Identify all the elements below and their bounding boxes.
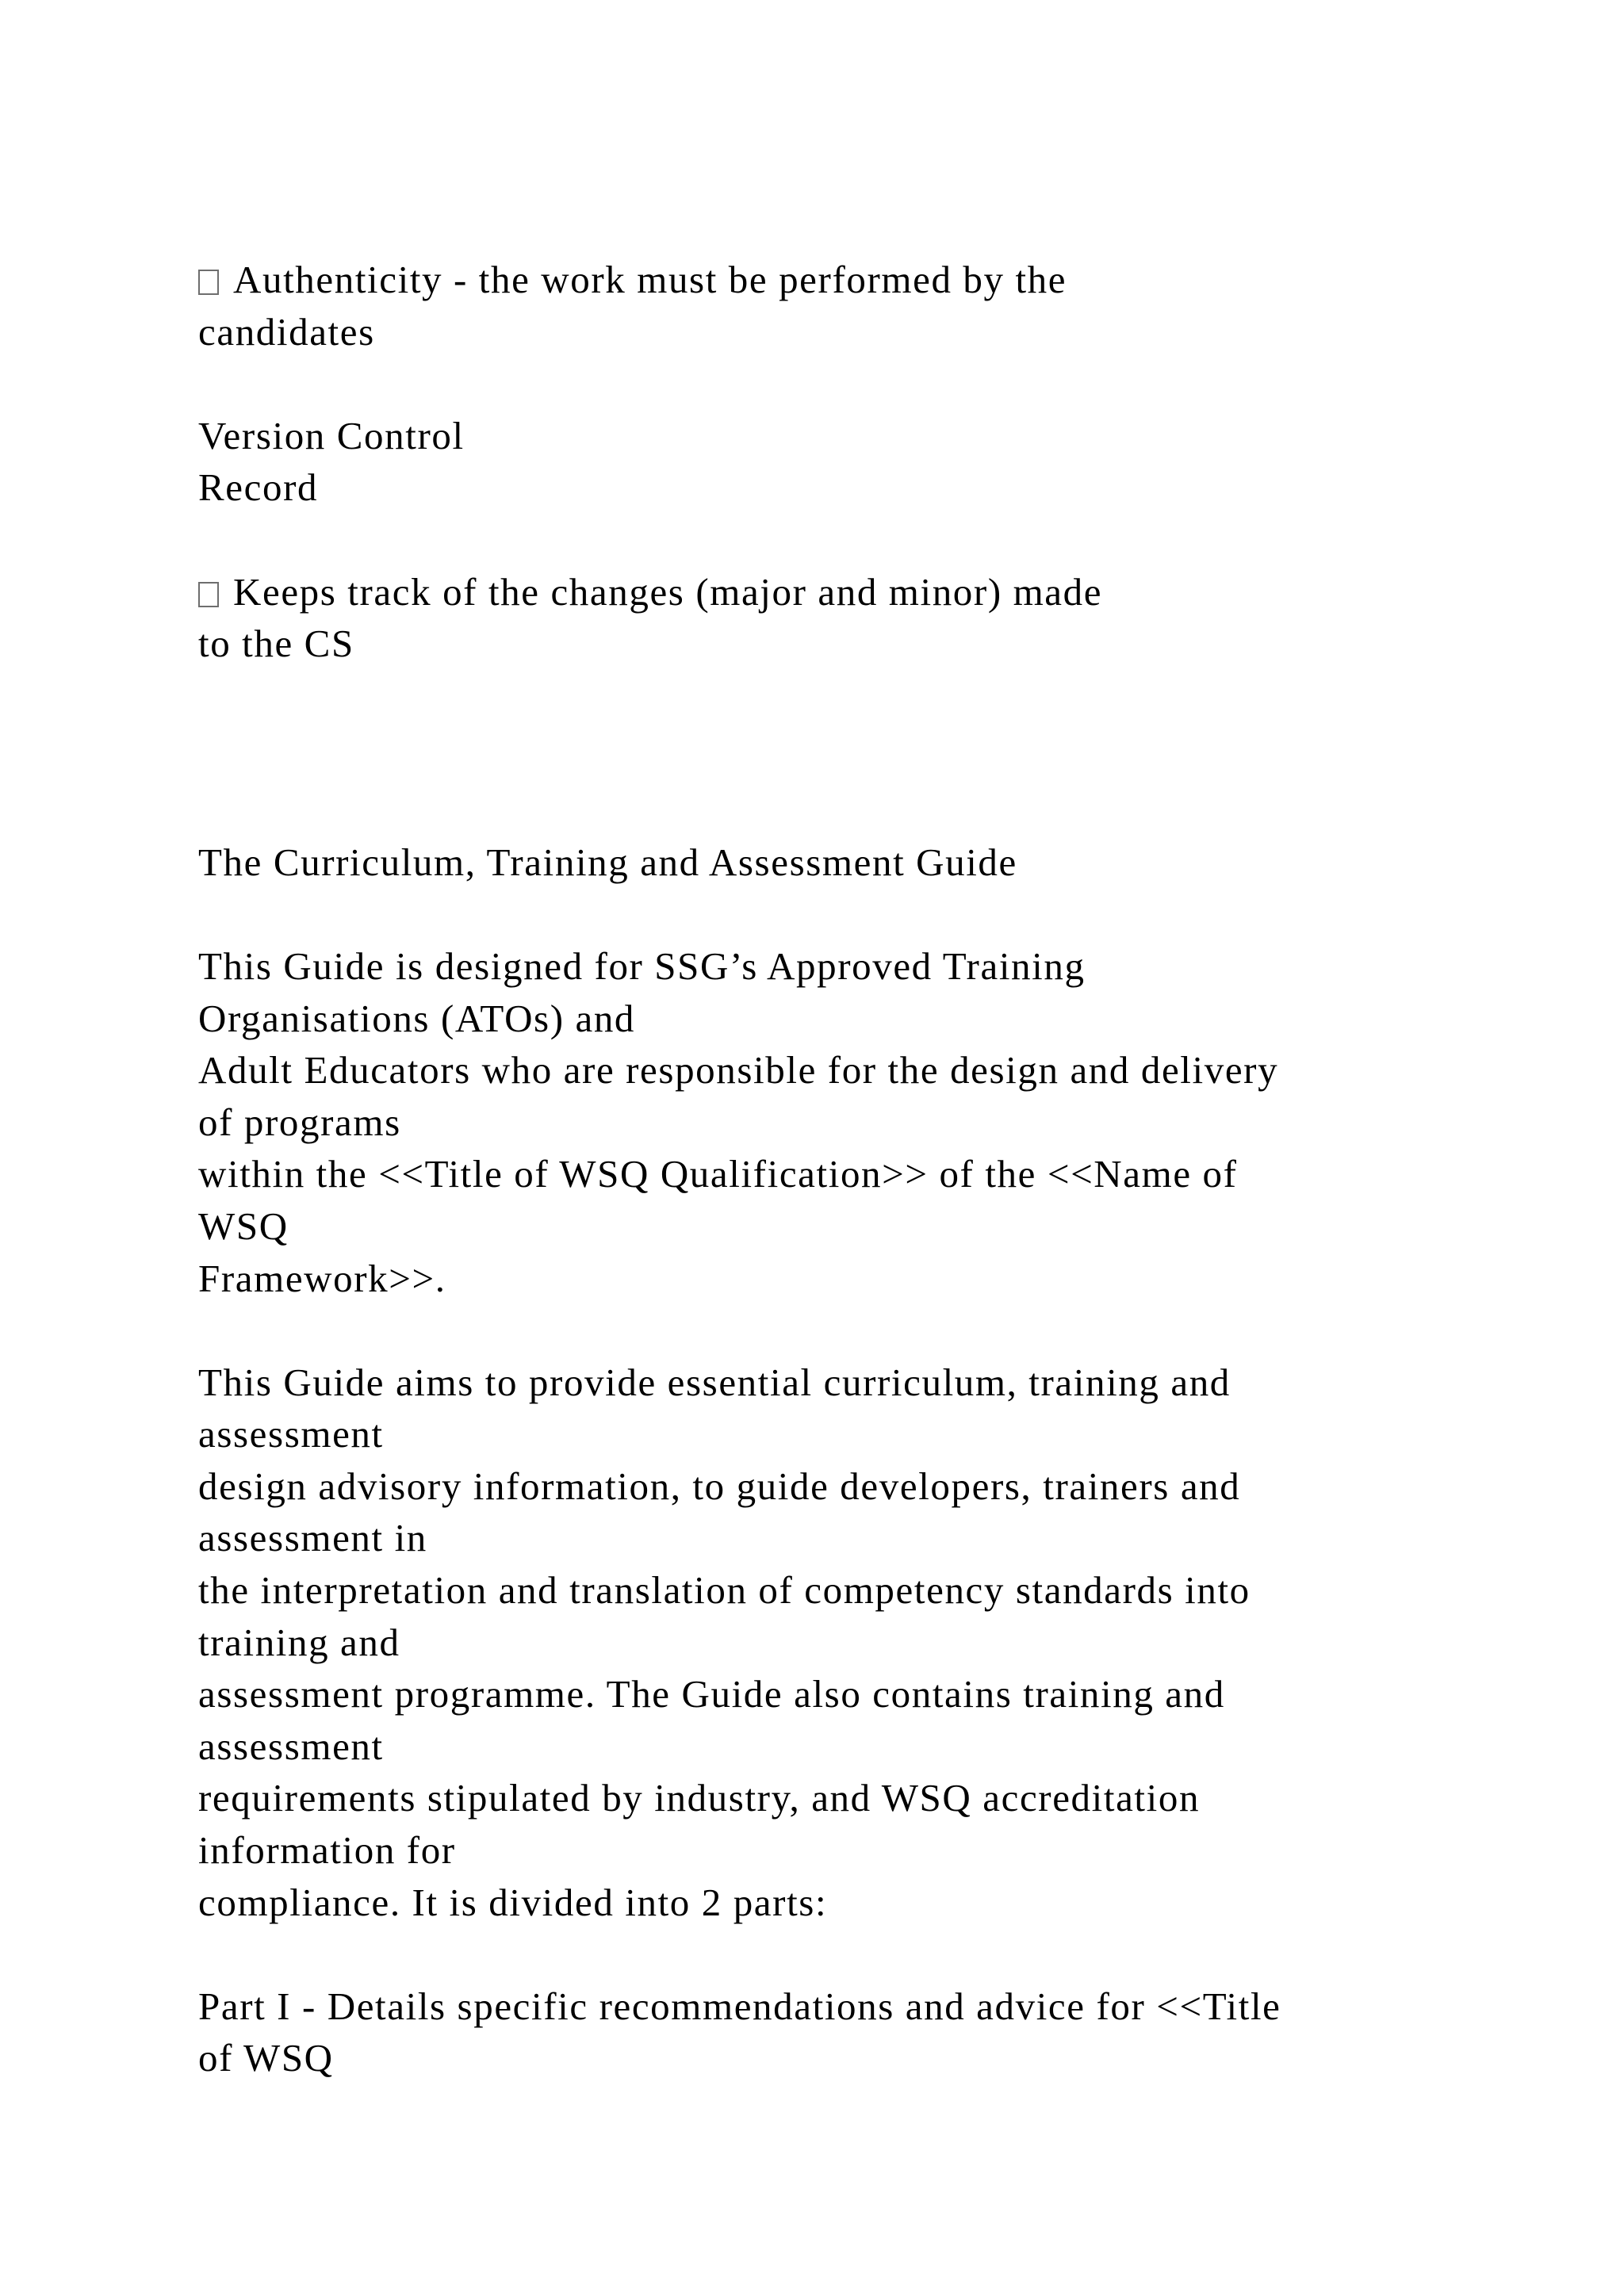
para-2-line-9: requirements stipulated by industry, and WSQ accreditation (198, 1776, 1201, 1820)
para-2-line-11: compliance. It is divided into 2 parts: (198, 1880, 828, 1924)
para-2-line-10: information for (198, 1828, 456, 1873)
para-1-line-1: This Guide is designed for SSG’s Approved Training (198, 943, 1086, 988)
bullet-box-icon (198, 270, 219, 295)
para-2-line-3: design advisory information, to guide developers, trainers and (198, 1464, 1241, 1508)
para-2-line-6: training and (198, 1620, 400, 1664)
version-control-heading-line-1: Version Control (198, 413, 465, 457)
para-1-line-6: WSQ (198, 1203, 289, 1248)
para-2-line-7: assessment programme. The Guide also contains training and (198, 1672, 1225, 1716)
para-1-line-3: Adult Educators who are responsible for the design and delivery (198, 1048, 1279, 1093)
bullet-changes-line-1: Keeps track of the changes (major and minor) made (198, 566, 1546, 618)
para-3-line-1: Part I - Details specific recommendations and advice for <<Title (198, 1984, 1281, 2028)
para-1-line-2: Organisations (ATOs) and (198, 996, 636, 1040)
bullet-box-icon (198, 582, 219, 607)
bullet-changes-line-2: to the CS (198, 622, 354, 666)
guide-title: The Curriculum, Training and Assessment Guide (198, 840, 1017, 884)
para-2-line-5: the interpretation and translation of competency standards into (198, 1568, 1251, 1613)
para-2-line-4: assessment in (198, 1516, 427, 1560)
para-2-line-1: This Guide aims to provide essential curriculum, training and (198, 1360, 1231, 1404)
para-2-line-8: assessment (198, 1724, 384, 1768)
version-control-heading-line-2: Record (198, 465, 319, 510)
bullet-authenticity-line-2: candidates (198, 309, 375, 354)
para-1-line-4: of programs (198, 1100, 401, 1144)
para-1-line-5: within the <<Title of WSQ Qualification>> of the <<Name of (198, 1152, 1238, 1196)
para-2-line-2: assessment (198, 1412, 384, 1456)
para-3-line-2: of WSQ (198, 2036, 334, 2080)
para-1-line-7: Framework>>. (198, 1256, 446, 1300)
bullet-authenticity-line-1: Authenticity - the work must be performed by the (198, 254, 1546, 306)
document-body (198, 254, 1546, 2084)
